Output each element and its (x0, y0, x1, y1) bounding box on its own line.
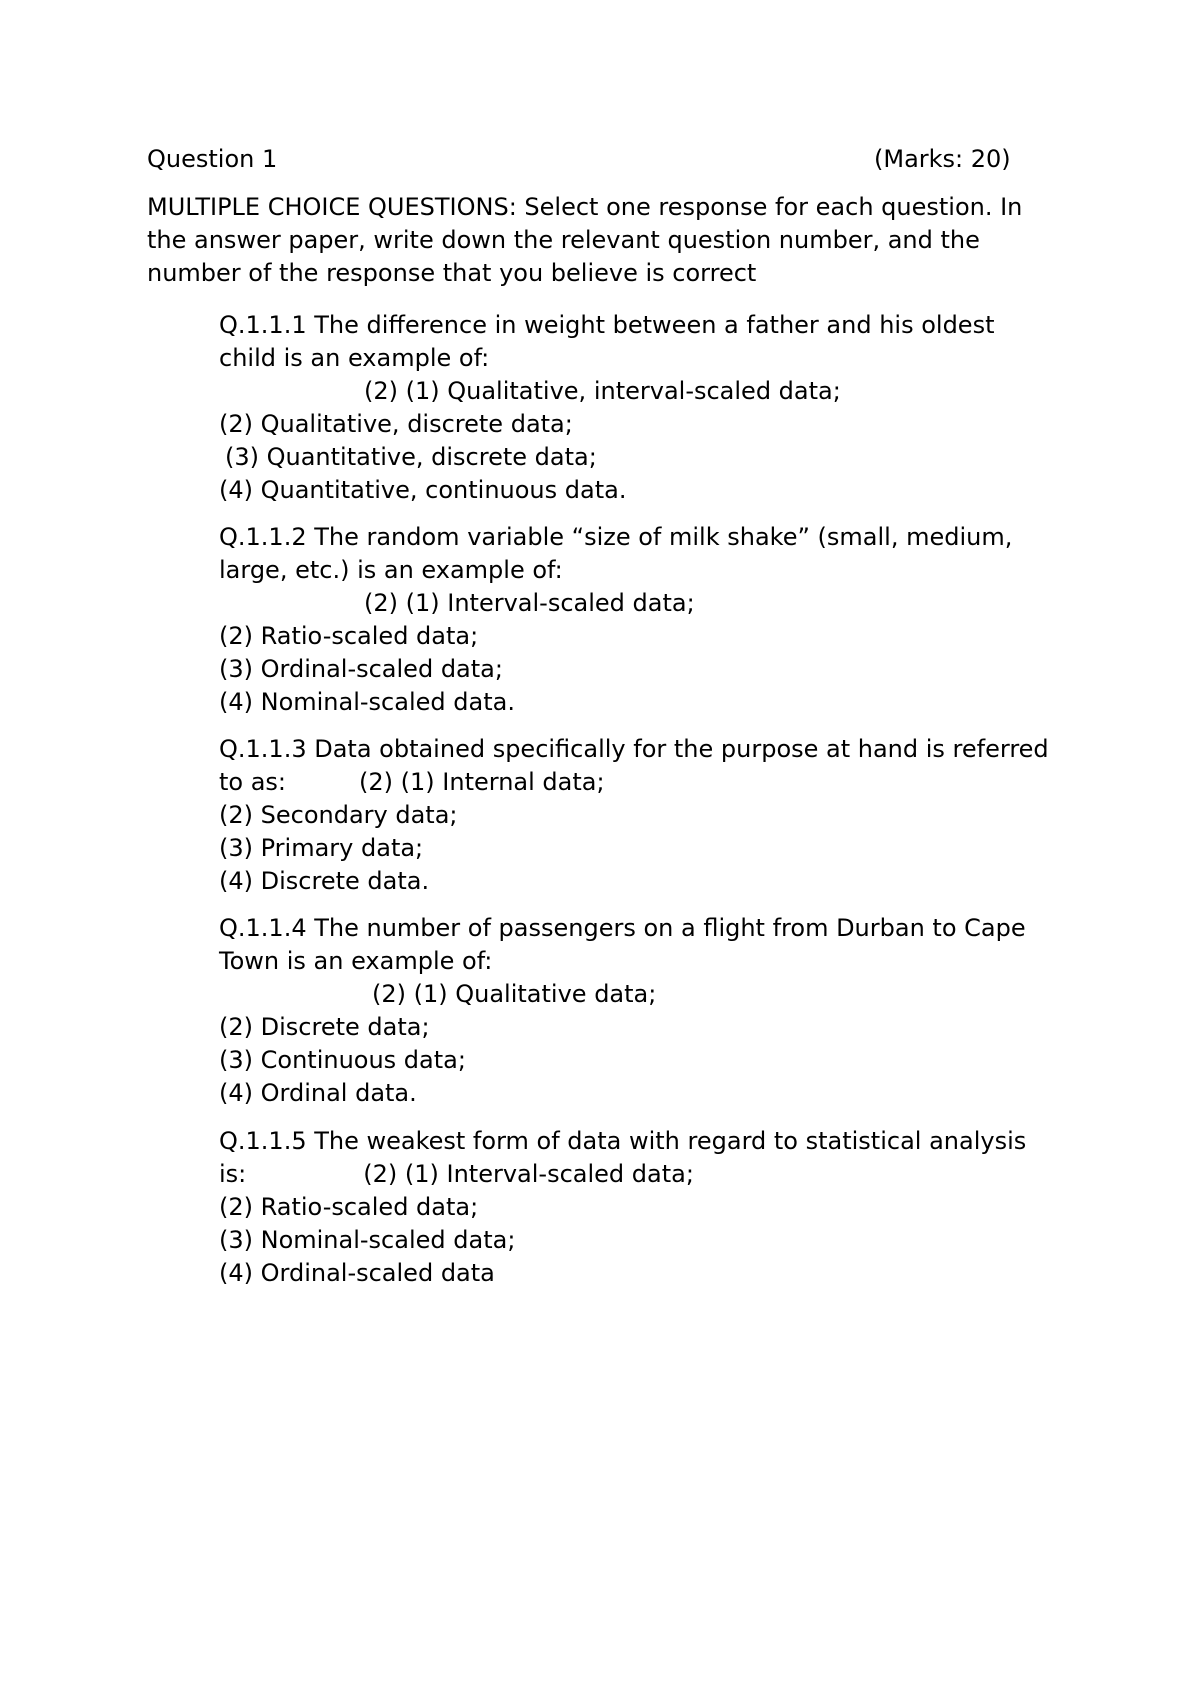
answer-option: (3) Primary data; (219, 834, 424, 862)
answer-option: (4) Quantitative, continuous data. (219, 476, 627, 504)
marks-label: (Marks: 20) (874, 145, 1011, 173)
question-stem-line: child is an example of: (219, 344, 490, 372)
answer-option: (4) Ordinal data. (219, 1079, 417, 1107)
question-stem-line: is: (219, 1160, 247, 1188)
answer-option: (2) Qualitative, discrete data; (219, 410, 573, 438)
answer-option: (4) Discrete data. (219, 867, 430, 895)
question-stem-line: Q.1.1.4 The number of passengers on a flight from Durban to Cape (219, 914, 1026, 942)
answer-option: (4) Ordinal-scaled data (219, 1259, 495, 1287)
question-q1-1-5 (219, 1125, 1119, 1290)
answer-option: (3) Ordinal-scaled data; (219, 655, 503, 683)
question-header (147, 143, 1020, 176)
answer-option: (2) Secondary data; (219, 801, 458, 829)
question-q1-1-4 (219, 912, 1119, 1110)
answer-option: (3) Continuous data; (219, 1046, 466, 1074)
question-stem-line: Q.1.1.3 Data obtained specifically for the purpose at hand is referred (219, 735, 1049, 763)
answer-option: (2) (1) Interval-scaled data; (364, 589, 695, 617)
answer-option: (2) (1) Qualitative, interval-scaled data; (364, 377, 841, 405)
answer-option: (3) Quantitative, discrete data; (225, 443, 597, 471)
question-stem-line: large, etc.) is an example of: (219, 556, 563, 584)
answer-option: (2) Ratio-scaled data; (219, 1193, 479, 1221)
question-title: Question 1 (147, 145, 278, 173)
question-stem-line: to as: (219, 768, 287, 796)
question-q1-1-1 (219, 309, 1119, 507)
instruction-line: MULTIPLE CHOICE QUESTIONS: Select one response for each question. In (147, 193, 1023, 221)
answer-option: (2) (1) Qualitative data; (372, 980, 657, 1008)
question-q1-1-2 (219, 521, 1119, 719)
answer-option: (2) (1) Internal data; (359, 768, 605, 796)
question-stem-line: Town is an example of: (219, 947, 493, 975)
answer-option: (2) Discrete data; (219, 1013, 430, 1041)
instruction-line: the answer paper, write down the relevant question number, and the (147, 226, 980, 254)
instructions (147, 191, 1047, 290)
answer-option: (2) (1) Interval-scaled data; (363, 1160, 694, 1188)
question-stem-line: Q.1.1.5 The weakest form of data with regard to statistical analysis (219, 1127, 1027, 1155)
answer-option: (4) Nominal-scaled data. (219, 688, 515, 716)
question-q1-1-3 (219, 733, 1119, 898)
question-stem-line: Q.1.1.2 The random variable “size of milk shake” (small, medium, (219, 523, 1013, 551)
answer-option: (2) Ratio-scaled data; (219, 622, 479, 650)
instruction-line: number of the response that you believe is correct (147, 259, 757, 287)
question-stem-line: Q.1.1.1 The difference in weight between a father and his oldest (219, 311, 995, 339)
answer-option: (3) Nominal-scaled data; (219, 1226, 516, 1254)
